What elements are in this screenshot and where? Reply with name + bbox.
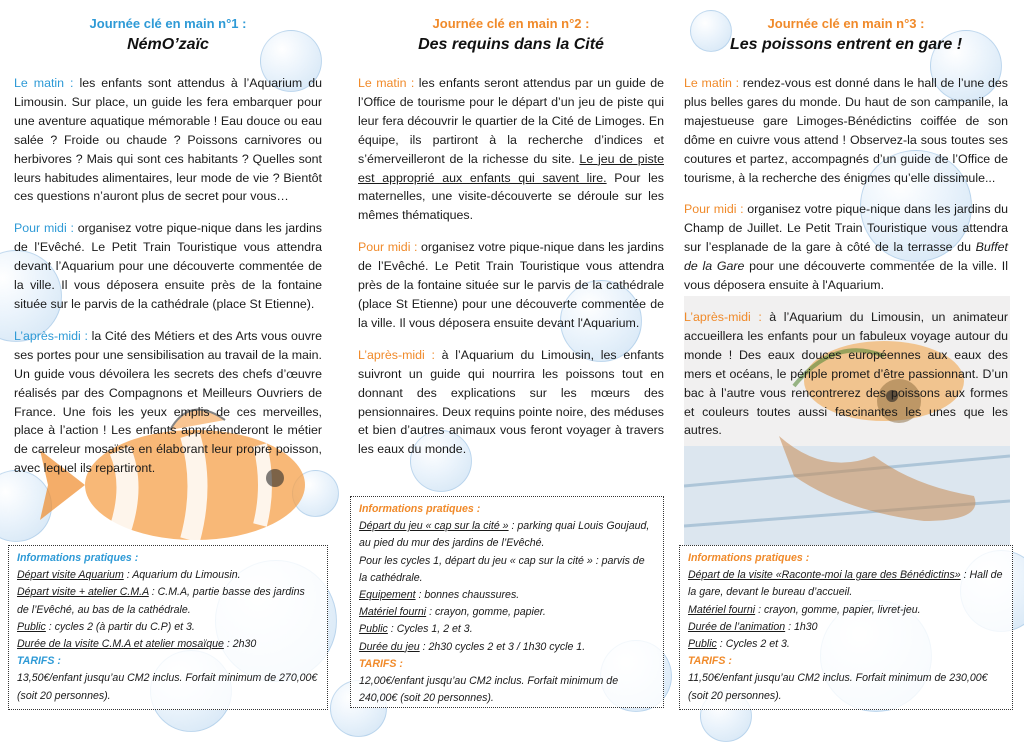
day1-noon: [14, 219, 322, 314]
morning-text-2: Pour les maternelles, une visite-découverte se déroule sur les mêmes thématiques.: [358, 170, 664, 223]
afternoon-label: L’après-midi :: [358, 347, 435, 362]
day2-kicker: Journée clé en main n°2 :: [432, 16, 590, 31]
info-line: [688, 567, 1004, 601]
morning-label: Le matin :: [358, 76, 415, 90]
day2-morning: [358, 74, 664, 225]
day2-afternoon: [358, 346, 664, 459]
day3-afternoon: [684, 308, 1008, 440]
info-value: : C.M.A, partie basse des jardins de l’Evêché, au bas de la cathédrale.: [17, 586, 305, 616]
info-value: : 2h30 cycles 2 et 3 / 1h30 cycle 1.: [419, 640, 586, 653]
info-heading: Informations pratiques :: [359, 503, 481, 515]
info-line: [688, 636, 1004, 653]
info-value: : cycles 2 (à partir du C.P) et 3.: [45, 620, 195, 633]
noon-label: Pour midi :: [684, 202, 744, 217]
info-value: : Hall de la gare, devant le bureau d’accueil.: [688, 569, 1003, 599]
afternoon-text: à l’Aquarium du Limousin, un animateur accueillera les enfants pour un fabuleux voyage autour du monde ! Des eaux douces européennes aux eaux des mers et océans, le périple promet d’être passionnant. D’un bac à l’autre vous rencontrerez des poissons aux formes et couleurs toutes aussi fascinantes les unes que les autres.: [684, 309, 1008, 438]
tarifs-text: 12,00€/enfant jusqu’au CM2 inclus. Forfait minimum de 240,00€ (soit 20 personnes).: [359, 675, 619, 705]
tarifs-text: 11,50€/enfant jusqu’au CM2 inclus. Forfait minimum de 230,00€ (soit 20 personnes).: [688, 672, 988, 702]
day1-title: NémO’zaïc: [127, 36, 209, 53]
info-label: Départ visite + atelier C.M.A: [17, 586, 149, 599]
info-line: [17, 619, 319, 636]
info-label: Public: [359, 623, 388, 636]
tarifs-label: TARIFS :: [17, 655, 61, 668]
info-heading: Informations pratiques :: [688, 552, 810, 564]
day1-morning: [14, 74, 322, 206]
info-label: Matériel fourni: [688, 603, 756, 616]
info-line: Pour les cycles 1, départ du jeu « cap sur la cité » : parvis de la cathédrale.: [359, 554, 645, 584]
tarifs-label: TARIFS :: [688, 655, 732, 668]
info-line: [359, 604, 655, 621]
day2-title: Des requins dans la Cité: [418, 36, 604, 53]
noon-label: Pour midi :: [358, 240, 418, 255]
column-day-3: [684, 14, 1008, 453]
tarifs-text: 13,50€/enfant jusqu’au CM2 inclus. Forfait minimum de 270,00€ (soit 20 personnes).: [17, 672, 318, 702]
info-value: : bonnes chaussures.: [415, 589, 520, 602]
afternoon-text: la Cité des Métiers et des Arts vous ouvre ses portes pour une sensibilisation au travail de la main. Un guide vous dévoilera les secrets des chefs d’œuvre réalisés par des Compagnons et Meilleurs Ouvriers de France. Une fois les yeux emplis de ces merveilles, place à l’action ! Les enfants appréhenderont le métier de carreleur mosaïste en élaborant leur propre poisson, avec lequel ils repartiront.: [14, 328, 322, 476]
morning-label: Le matin :: [684, 76, 740, 90]
morning-text: les enfants seront attendus par un guide de l’Office de tourisme pour le départ d’un jeu de piste qui leur fera découvrir le quartier de la Cité de Limoges. En équipe, ils partiront à la recherche d’indices et s’émerveilleront de la richesse du site.: [358, 76, 664, 166]
day2-noon: [358, 238, 664, 333]
info-line: [17, 567, 319, 584]
noon-text-2: pour une découverte commentée de la ville. Il vous déposera ensuite à l'Aquarium.: [684, 259, 1009, 293]
info-label: Départ de la visite «Raconte-moi la gare des Bénédictins»: [688, 569, 961, 582]
info-label: Public: [17, 620, 46, 633]
info-label: Durée de l’animation: [688, 620, 786, 633]
info-line: [688, 619, 1004, 636]
noon-text: organisez votre pique-nique dans les jardins de l’Evêché. Le Petit Train Touristique vous attendra près de la fontaine située sur le parvis de la cathédrale (place St Etienne) pour une découverte commentée de la ville. Il vous déposera ensuite devant l'Aquarium.: [358, 240, 664, 330]
noon-italic: Buffet de la Gare: [684, 240, 1008, 274]
info-line: [359, 639, 655, 656]
morning-text: rendez-vous est donné dans le hall de l’une des plus belles gares du monde. Du haut de son campanile, la majestueuse gare Limoges-Bénédictins coiffée de son dôme en cuivre vous attend ! Observez-la sous toutes ses coutures et partez, accompagnés d’un guide de l’Office de tourisme, à la recherche des énigmes qu’elle dissimule...: [684, 76, 1009, 185]
info-label: Départ du jeu « cap sur la cité »: [359, 520, 509, 533]
day1-afternoon: [14, 327, 322, 478]
afternoon-label: L’après-midi :: [684, 309, 762, 324]
info-value: : Cycles 1, 2 et 3.: [387, 623, 473, 636]
info-label: Durée de la visite C.M.A et atelier mosaïque: [17, 638, 224, 651]
info-line: [359, 518, 655, 552]
day1-practical-info: [8, 545, 328, 710]
day3-noon: [684, 200, 1008, 295]
afternoon-label: L’après-midi :: [14, 328, 88, 343]
info-line: [17, 636, 319, 653]
info-line: [359, 621, 655, 638]
info-value: : 2h30: [223, 638, 257, 651]
noon-label: Pour midi :: [14, 221, 74, 236]
day3-title: Les poissons entrent en gare !: [729, 36, 963, 53]
info-value: : crayon, gomme, papier.: [426, 606, 546, 619]
morning-text: les enfants sont attendus à l’Aquarium du Limousin. Sur place, un guide les fera embarquer pour une aventure aquatique mémorable ! Eau douce ou eau salée ? Froide ou chaude ? Poissons carnivores ou herbivores ? Mais qui sont ces habitants ? Quelles sont leurs habitudes alimentaires, leur mode de vie ? Bientôt ces questions n’auront plus de secret pour vous…: [14, 76, 322, 204]
info-label: Public: [688, 638, 717, 651]
day3-morning: [684, 74, 1008, 187]
info-label: Equipement: [359, 589, 416, 602]
info-value: : crayon, gomme, papier, livret-jeu.: [755, 603, 921, 616]
day2-practical-info: [350, 496, 664, 708]
noon-text: organisez votre pique-nique dans les jardins du Champ de Juillet. Le Petit Train Touristique vous attendra sur l’esplanade de la gare à côté de la terrasse du: [684, 202, 1009, 255]
info-label: Durée du jeu: [359, 640, 420, 653]
tarifs-label: TARIFS :: [359, 657, 403, 670]
noon-text: organisez votre pique-nique dans les jardins de l’Evêché. Le Petit Train Touristique vous attendra devant l’Aquarium pour une découverte commentée de la ville. Il vous déposera ensuite près de la fontaine située sur le parvis de la cathédrale (place St Etienne).: [14, 221, 322, 311]
info-label: Matériel fourni: [359, 606, 427, 619]
info-label: Départ visite Aquarium: [17, 569, 124, 582]
info-value: : Cycles 2 et 3.: [716, 638, 790, 651]
day3-practical-info: [679, 545, 1013, 710]
column-day-2: [358, 14, 664, 472]
column-day-1: [14, 14, 322, 491]
info-line: [688, 602, 1004, 619]
info-line: [17, 584, 319, 618]
info-value: : 1h30: [785, 620, 818, 633]
info-value: : Aquarium du Limousin.: [123, 569, 241, 582]
info-value: : parking quai Louis Goujaud, au pied du mur des jardins de l’Evêché.: [359, 520, 650, 550]
day3-kicker: Journée clé en main n°3 :: [767, 16, 925, 31]
info-line: [359, 587, 655, 604]
morning-underline: Le jeu de piste est approprié aux enfants qui savent lire.: [358, 151, 664, 185]
info-heading: Informations pratiques :: [17, 552, 139, 564]
morning-label: Le matin :: [14, 76, 74, 90]
afternoon-text: à l’Aquarium du Limousin, les enfants suivront un guide qui nourrira les poissons tout en donnant des explications sur les mœurs des pensionnaires. Deux requins pointe noire, des méduses et bien d’autres animaux vous feront voyager à travers les eaux du monde.: [358, 347, 664, 457]
day1-kicker: Journée clé en main n°1 :: [89, 16, 247, 31]
